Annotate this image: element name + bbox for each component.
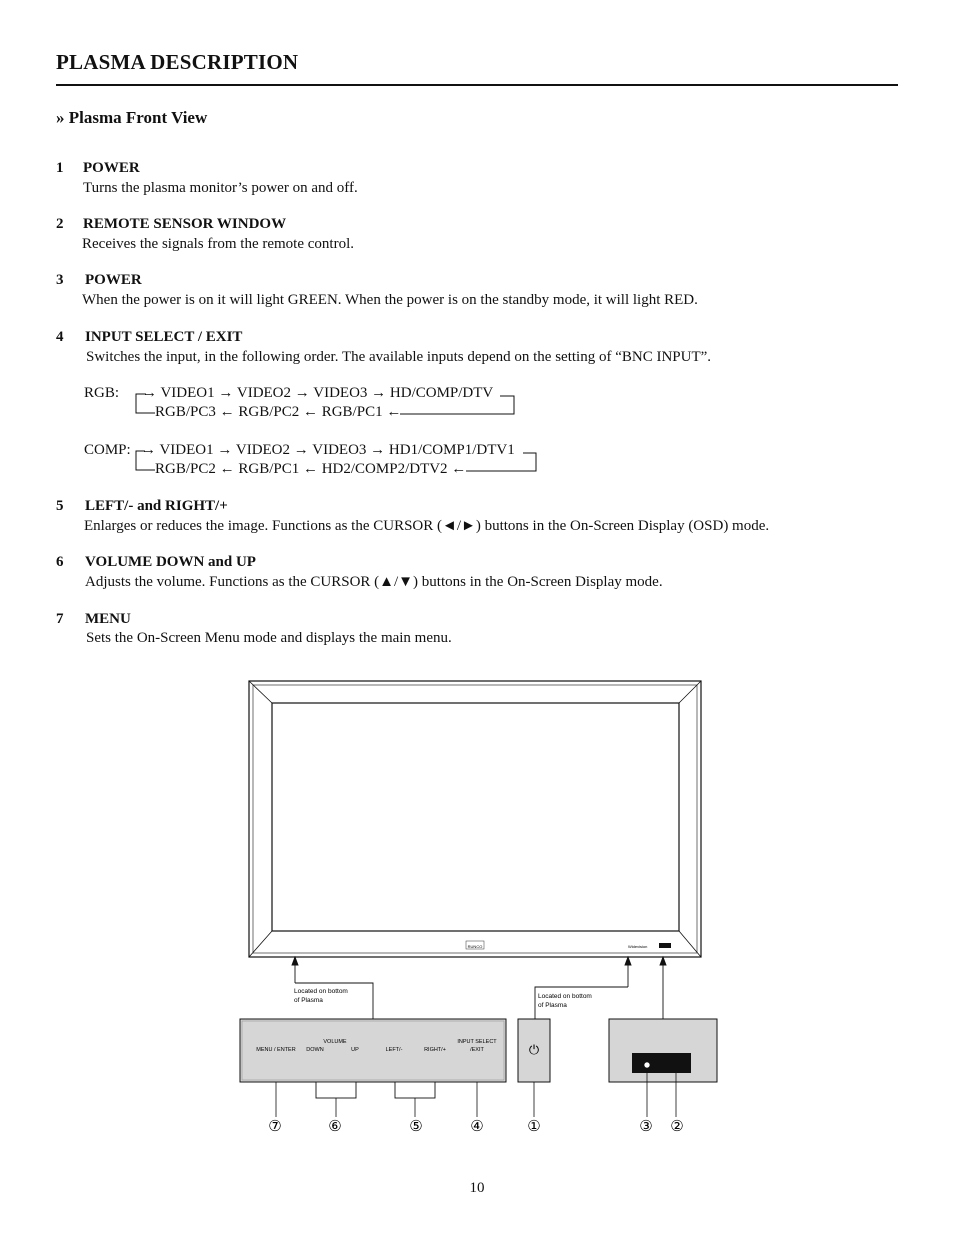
model-text: Widevision (628, 944, 648, 949)
item-4-label: INPUT SELECT / EXIT (85, 329, 243, 345)
item-5-number: 5 (56, 498, 64, 514)
item-7-label: MENU (85, 611, 131, 627)
item-3-number: 3 (56, 272, 64, 288)
page-title: PLASMA DESCRIPTION (56, 50, 299, 74)
rgb-sequence-label: RGB: (84, 385, 120, 401)
comp-sequence-line-1: → VIDEO1 → VIDEO2 → VIDEO3 → HD1/COMP1/DTV1 (141, 442, 515, 458)
callout-3: ③ (639, 1118, 653, 1135)
item-3-label: POWER (85, 272, 142, 288)
rgb-sequence-line-2: RGB/PC3 ← RGB/PC2 ← RGB/PC1 ← (155, 404, 402, 420)
item-4-number: 4 (56, 329, 64, 345)
item-2-label: REMOTE SENSOR WINDOW (83, 216, 287, 232)
comp-sequence-line-2: RGB/PC2 ← RGB/PC1 ← HD2/COMP2/DTV2 ← (155, 461, 467, 477)
power-panel (518, 1019, 550, 1117)
input-select-label-2: /EXIT (470, 1047, 484, 1053)
section-subtitle: » Plasma Front View (56, 108, 208, 127)
rgb-sequence-line-1: → VIDEO1 → VIDEO2 → VIDEO3 → HD/COMP/DTV (142, 385, 494, 401)
control-panel (240, 1019, 506, 1117)
left-button: LEFT/- (385, 1047, 403, 1053)
volume-up-button: UP (351, 1047, 359, 1053)
callout-2: ② (670, 1118, 684, 1135)
left-callout-line-1: Located on bottom (294, 988, 348, 995)
item-6-description: Adjusts the volume. Functions as the CURSOR (▲/▼) buttons in the On-Screen Display mode. (85, 574, 663, 590)
item-1-description: Turns the plasma monitor’s power on and off. (83, 180, 358, 196)
callout-6: ⑥ (328, 1118, 342, 1135)
page-number: 10 (469, 1180, 485, 1196)
item-1-number: 1 (56, 160, 64, 176)
callout-7: ⑦ (268, 1118, 282, 1135)
item-2-description: Receives the signals from the remote control. (82, 236, 354, 252)
item-7-number: 7 (56, 611, 64, 627)
right-callout (535, 957, 666, 1019)
right-callout-line-2: of Plasma (538, 1002, 567, 1009)
power-icon: ⏻ (528, 1042, 540, 1057)
item-5-description: Enlarges or reduces the image. Functions as the CURSOR (◄/►) buttons in the On-Screen Display (OSD) mode. (84, 518, 770, 534)
comp-loop-bracket (136, 451, 536, 471)
volume-down-button: DOWN (306, 1047, 324, 1053)
item-1-label: POWER (83, 160, 140, 176)
callout-4: ④ (470, 1118, 484, 1135)
item-7-description: Sets the On-Screen Menu mode and displays the main menu. (86, 630, 452, 646)
sensor-window-small (659, 943, 671, 948)
right-callout-line-1: Located on bottom (538, 993, 592, 1000)
callout-5: ⑤ (409, 1118, 423, 1135)
item-6-label: VOLUME DOWN and UP (85, 554, 256, 570)
volume-label: VOLUME (323, 1039, 347, 1045)
callout-1: ① (527, 1118, 541, 1135)
item-3-description: When the power is on it will light GREEN. When the power is on the standby mode, it will light RED. (82, 292, 698, 308)
brand-text: RUNCO (467, 944, 483, 949)
comp-sequence-label: COMP: (84, 442, 131, 458)
input-select-label-1: INPUT SELECT (457, 1039, 497, 1045)
remote-sensor-window (632, 1053, 691, 1073)
right-button: RIGHT/+ (424, 1047, 446, 1053)
power-led (644, 1062, 650, 1068)
item-5-label: LEFT/- and RIGHT/+ (85, 498, 228, 514)
left-callout-line-2: of Plasma (294, 997, 323, 1004)
sensor-panel (609, 1019, 717, 1117)
item-6-number: 6 (56, 554, 64, 570)
menu-enter-button: MENU / ENTER (256, 1047, 296, 1053)
item-2-number: 2 (56, 216, 64, 232)
item-4-description: Switches the input, in the following order. The available inputs depend on the setting of “BNC INPUT”. (86, 349, 712, 365)
plasma-monitor (249, 681, 701, 957)
rgb-loop-bracket (136, 394, 514, 414)
